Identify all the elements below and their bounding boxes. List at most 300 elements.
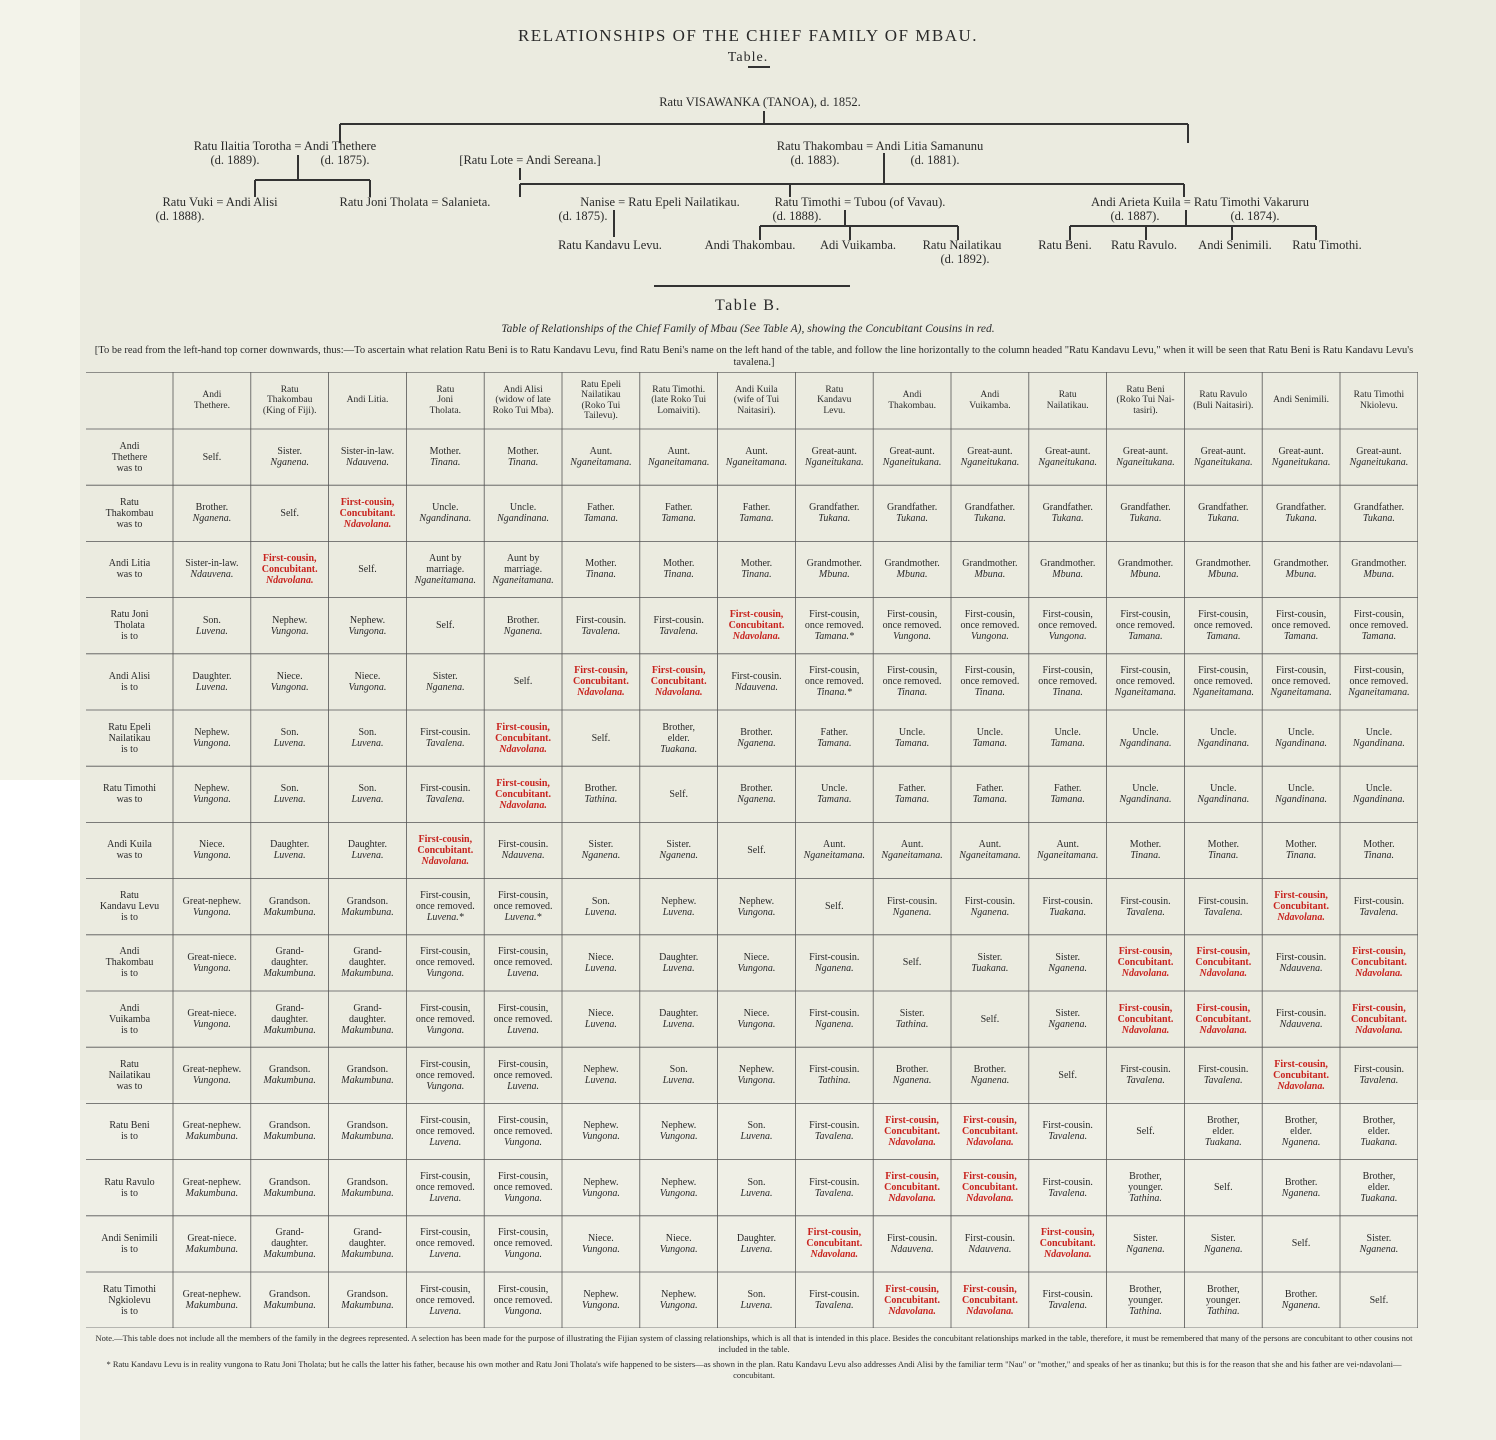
relationship-cell — [562, 710, 640, 766]
relationship-cell — [173, 822, 251, 878]
cell-line: Grandfather. — [1198, 502, 1249, 514]
cell-line: Ndavolana. — [499, 799, 547, 811]
cell-line: Luvena. — [429, 1136, 462, 1148]
relationship-cell — [873, 598, 951, 654]
relationship-cell — [873, 991, 951, 1047]
cell-line: once removed. — [1193, 620, 1253, 632]
cell-line: Uncle. — [432, 502, 459, 514]
relationship-cell — [951, 1047, 1029, 1103]
row-header — [86, 541, 173, 597]
cell-line: Grandfather. — [964, 502, 1016, 514]
cell-line: was to — [116, 1080, 143, 1092]
relationship-cell — [1107, 710, 1185, 766]
cell-line: Nephew. — [661, 1120, 697, 1132]
relationship-cell — [795, 822, 873, 878]
cell-line: Nganena. — [503, 625, 543, 637]
cell-line: Daughter. — [659, 951, 699, 963]
cell-line: Andi — [980, 390, 1000, 400]
cell-line: Ndauvena. — [1279, 962, 1323, 974]
cell-line: younger. — [1128, 1182, 1163, 1194]
cell-line: First-cousin, — [497, 1114, 549, 1126]
cell-line: Vungona. — [192, 906, 231, 918]
cell-line: Uncle. — [1365, 783, 1393, 795]
cell-line: Ndavolana. — [1121, 968, 1170, 980]
row-header — [86, 1103, 173, 1159]
relationship-cell — [1340, 1047, 1418, 1103]
cell-line: Andi — [202, 390, 222, 400]
cell-line: Vungona. — [737, 1019, 776, 1031]
relationship-cell — [329, 429, 407, 485]
relationship-cell — [795, 1047, 873, 1103]
relationship-cell — [1184, 485, 1262, 541]
relationship-cell — [484, 1103, 562, 1159]
cell-line: Luvena. — [351, 850, 384, 862]
cell-line: Thakombau — [105, 957, 154, 969]
cell-line: once removed. — [415, 1069, 475, 1081]
relationship-cell — [329, 1216, 407, 1272]
cell-line: First-cousin, — [497, 1227, 549, 1239]
cell-line: Nkiolevu. — [1360, 400, 1398, 411]
cell-line: Tinana. — [1130, 850, 1161, 862]
cell-line: Tinana. — [1052, 687, 1083, 699]
relationship-cell — [562, 1272, 640, 1328]
cell-line: Nganeitukana. — [960, 457, 1020, 469]
cell-line: daughter. — [349, 1238, 386, 1250]
relationship-cell — [173, 1216, 251, 1272]
cell-line: Naitasiri). — [737, 405, 776, 416]
relationship-cell — [718, 822, 796, 878]
cell-line: Concubitant. — [1273, 901, 1330, 913]
relationship-cell — [951, 935, 1029, 991]
cell-line: Ndavolana. — [577, 687, 625, 699]
cell-line: Tathina. — [1206, 1305, 1240, 1317]
cell-line: Sister. — [1055, 951, 1081, 963]
cell-line: Son. — [591, 895, 610, 907]
cell-line: First-cousin. — [1042, 1120, 1093, 1132]
cell-line: Tamana. — [894, 738, 930, 750]
cell-line: Vungona. — [192, 962, 231, 974]
relationship-cell — [1184, 541, 1262, 597]
cell-line: Grandson. — [269, 895, 311, 907]
cell-line: Vungona. — [348, 625, 387, 637]
relationship-cell-concubitant — [1107, 935, 1185, 991]
cell-line: First-cousin, — [1118, 1002, 1173, 1014]
cell-line: once removed. — [493, 1238, 553, 1250]
cell-line: First-cousin, — [729, 609, 784, 621]
cell-line: First-cousin. — [1042, 1289, 1093, 1301]
cell-line: Nganena. — [425, 681, 465, 693]
cell-line: Mother. — [740, 558, 773, 570]
row-header — [86, 879, 173, 935]
cell-line: Nganena. — [1126, 1243, 1165, 1255]
cell-line: Makumbuna. — [341, 1249, 394, 1261]
cell-line: Nephew. — [661, 1289, 697, 1301]
cell-line: Nganeitukana. — [804, 457, 864, 469]
cell-line: First-cousin, — [963, 1171, 1017, 1183]
tree-date: (d. 1888). — [155, 209, 205, 223]
cell-line: Ndavolana. — [888, 1193, 936, 1205]
cell-line: Mother. — [429, 446, 461, 458]
cell-line: Tavalena. — [1126, 906, 1165, 918]
cell-line: Concubitant. — [961, 1125, 1018, 1137]
cell-line: Ratu Timothi — [102, 783, 157, 795]
cell-line: Ratu Epeli — [108, 721, 151, 733]
cell-line: Tamana. — [972, 738, 1008, 750]
cell-line: Brother. — [506, 614, 540, 626]
row-header — [86, 822, 173, 878]
cell-line: Nganeitamana. — [959, 850, 1021, 862]
column-header — [484, 372, 562, 429]
cell-line: First-cousin, — [1042, 609, 1093, 621]
cell-line: Brother. — [740, 727, 773, 739]
tree-root: Ratu VISAWANKA (TANOA), d. 1852. — [659, 95, 861, 109]
relationship-cell — [1184, 598, 1262, 654]
cell-line: elder. — [1367, 1125, 1390, 1137]
cell-line: Tavalena. — [1359, 906, 1399, 918]
cell-line: Great-aunt. — [811, 446, 857, 458]
relationship-cell — [1262, 1103, 1340, 1159]
tree-couple-timothi: Ratu Timothi = Tubou (of Vavau). — [774, 195, 946, 209]
cell-line: Brother. — [1284, 1176, 1318, 1188]
cell-line: First-cousin. — [1353, 1064, 1405, 1076]
cell-line: First-cousin, — [1196, 946, 1251, 958]
cell-line: Vuikamba — [108, 1013, 151, 1025]
cell-line: once removed. — [804, 676, 864, 688]
cell-line: Makumbuna. — [341, 1131, 394, 1143]
cell-line: First-cousin, — [1040, 1227, 1095, 1239]
relationship-cell — [484, 541, 562, 597]
relationship-cell — [251, 1216, 329, 1272]
relationship-cell — [406, 879, 484, 935]
relationship-cell — [173, 541, 251, 597]
column-header — [406, 372, 484, 429]
cell-line: Luvena. — [429, 1249, 462, 1261]
relationship-cell — [329, 1272, 407, 1328]
relationship-cell — [640, 485, 718, 541]
cell-line: Andi — [119, 440, 140, 452]
relationship-cell-concubitant — [484, 710, 562, 766]
relationship-cell — [718, 654, 796, 710]
cell-line: First-cousin, — [1120, 609, 1171, 621]
relationship-cell — [1184, 1160, 1262, 1216]
cell-line: Concubitant. — [806, 1238, 863, 1250]
relationship-cell — [1029, 710, 1107, 766]
cell-line: Self. — [980, 1013, 1000, 1025]
cell-line: once removed. — [493, 1125, 553, 1137]
cell-line: Thakombau — [105, 507, 154, 519]
cell-line: First-cousin. — [964, 895, 1016, 907]
cell-line: Concubitant. — [339, 507, 396, 519]
cell-line: Luvena. — [584, 906, 617, 918]
cell-line: once removed. — [415, 1013, 475, 1025]
cell-line: Grandfather. — [1120, 502, 1171, 514]
cell-line: Niece. — [587, 1008, 614, 1020]
cell-line: Sister. — [588, 839, 614, 851]
cell-line: Sister. — [1366, 1232, 1392, 1244]
cell-line: Self. — [669, 788, 688, 800]
cell-line: Niece. — [743, 1008, 770, 1020]
cell-line: Brother. — [1284, 1289, 1318, 1301]
cell-line: First-cousin, — [1275, 665, 1327, 677]
tree-couple-lote: [Ratu Lote = Andi Sereana.] — [459, 153, 601, 167]
cell-line: Nganena. — [192, 513, 232, 525]
cell-line: Tavalena. — [1126, 1075, 1165, 1087]
cell-line: Vungona. — [426, 1080, 465, 1092]
relationship-cell — [173, 991, 251, 1047]
cell-line: Ngandinana. — [1275, 738, 1328, 750]
column-header — [640, 372, 718, 429]
cell-line: once removed. — [415, 1182, 475, 1194]
cell-line: Ndavolana. — [966, 1136, 1014, 1148]
relationship-cell — [795, 766, 873, 822]
cell-line: Nganeitukana. — [1271, 457, 1331, 469]
relationship-cell — [251, 879, 329, 935]
cell-line: Nailatikau — [581, 390, 621, 400]
cell-line: Great-aunt. — [1122, 446, 1169, 458]
cell-line: Lomaiviti). — [657, 405, 701, 416]
table-b-caption: Table of Relationships of the Chief Family of Mbau (See Table A), showing the Concubitant Cousins in red. — [501, 323, 995, 335]
cell-line: Tavalena. — [1048, 1300, 1088, 1312]
relationship-cell — [873, 766, 951, 822]
relationship-cell — [1340, 822, 1418, 878]
relationship-cell — [718, 710, 796, 766]
cell-line: once removed. — [960, 620, 1020, 632]
cell-line: Makumbuna. — [263, 1131, 316, 1143]
cell-line: Ndauvena. — [890, 1243, 934, 1255]
cell-line: Mother. — [663, 558, 695, 570]
cell-line: First-cousin, — [497, 1171, 549, 1183]
cell-line: Ndauvena. — [501, 850, 545, 862]
cell-line: Brother, — [1362, 1171, 1396, 1183]
cell-line: Mbuna. — [1285, 569, 1317, 581]
cell-line: Mother. — [1129, 839, 1162, 851]
cell-line: First-cousin. — [886, 1232, 938, 1244]
cell-line: Ngkiolevu — [108, 1294, 151, 1306]
cell-line: is to — [121, 912, 138, 924]
cell-line: Tinana. — [585, 569, 617, 581]
relationship-cell — [718, 1216, 796, 1272]
relationship-cell — [1184, 654, 1262, 710]
relationship-cell — [1107, 485, 1185, 541]
cell-line: Ndauvena. — [345, 457, 390, 469]
cell-line: Tukana. — [1129, 513, 1162, 525]
relationship-cell — [951, 598, 1029, 654]
cell-line: Concubitant. — [1350, 1013, 1407, 1025]
cell-line: Tinana. — [1285, 850, 1317, 862]
cell-line: Self. — [1058, 1069, 1077, 1081]
cell-line: Tukana. — [818, 513, 851, 525]
cell-line: Vungona. — [737, 962, 776, 974]
cell-line: once removed. — [415, 957, 475, 969]
cell-line: Self. — [202, 451, 222, 463]
cell-line: Ngandinana. — [1119, 738, 1172, 750]
relationship-cell — [640, 541, 718, 597]
cell-line: Uncle. — [1054, 727, 1081, 739]
cell-line: Vungona. — [504, 1305, 543, 1317]
cell-line: Tholata — [114, 620, 145, 632]
cell-line: First-cousin, — [1353, 665, 1405, 677]
cell-line: Niece. — [276, 670, 303, 682]
row-header — [86, 710, 173, 766]
relationship-cell — [873, 541, 951, 597]
relationship-cell — [951, 1216, 1029, 1272]
relationship-cell — [173, 485, 251, 541]
cell-line: Tamana. — [739, 513, 774, 525]
cell-line: First-cousin. — [1275, 1008, 1327, 1020]
relationship-cell — [718, 429, 796, 485]
relationship-cell — [1107, 1103, 1185, 1159]
tree-person: Ratu Kandavu Levu. — [558, 238, 662, 252]
cell-line: Concubitant. — [1195, 957, 1252, 969]
cell-line: Tamana. — [1128, 631, 1163, 643]
relationship-cell — [329, 991, 407, 1047]
cell-line: Sister-in-law. — [340, 446, 395, 458]
cell-line: (Buli Naitasiri). — [1193, 400, 1254, 411]
cell-line: is to — [121, 681, 138, 693]
cell-line: First-cousin, — [496, 721, 550, 733]
cell-line: First-cousin. — [1275, 951, 1327, 963]
cell-line: Daughter. — [736, 1232, 777, 1244]
cell-line: Grandson. — [269, 1064, 311, 1076]
relationship-cell — [1107, 429, 1185, 485]
cell-line: Tavalena. — [1048, 1131, 1088, 1143]
relationship-cell — [1029, 1103, 1107, 1159]
cell-line: Tukana. — [973, 513, 1006, 525]
cell-line: once removed. — [493, 1182, 553, 1194]
cell-line: Vungona. — [192, 1075, 231, 1087]
cell-line: Thethere. — [193, 400, 230, 411]
cell-line: Ndavolana. — [888, 1305, 936, 1317]
cell-line: tasiri). — [1133, 405, 1158, 416]
cell-line: Tinana. — [974, 687, 1006, 699]
cell-line: First-cousin, — [1275, 609, 1327, 621]
relationship-cell — [1107, 822, 1185, 878]
cell-line: Ngandinana. — [1197, 738, 1250, 750]
row-header — [86, 429, 173, 485]
column-header — [951, 372, 1029, 429]
relationship-cell — [406, 1103, 484, 1159]
cell-line: Andi Litia — [108, 558, 151, 570]
cell-line: Self. — [747, 844, 766, 856]
cell-line: First-cousin, — [574, 665, 628, 677]
cell-line: Luvena. — [429, 1305, 462, 1317]
relationship-cell — [1107, 1160, 1185, 1216]
cell-line: once removed. — [1038, 676, 1098, 688]
cell-line: First-cousin. — [497, 839, 549, 851]
cell-line: Tamana. — [1050, 794, 1085, 806]
cell-line: Luvena. — [195, 625, 228, 637]
relationship-cell — [951, 485, 1029, 541]
cell-line: First-cousin. — [1198, 895, 1249, 907]
cell-line: First-cousin. — [1042, 1176, 1093, 1188]
tree-couple-kuila: Andi Arieta Kuila = Ratu Timothi Vakaruru — [1091, 195, 1309, 209]
cell-line: Concubitant. — [417, 844, 474, 856]
cell-line: Ndauvena. — [968, 1243, 1012, 1255]
cell-line: First-cousin, — [886, 609, 938, 621]
cell-line: Brother. — [740, 783, 773, 795]
cell-line: Tamana. — [817, 794, 852, 806]
cell-line: once removed. — [493, 901, 553, 913]
cell-line: once removed. — [1349, 676, 1409, 688]
cell-line: Great-aunt. — [1200, 446, 1246, 458]
cell-line: Ngandinana. — [1119, 794, 1172, 806]
cell-line: Brother. — [584, 783, 618, 795]
relationship-cell — [406, 935, 484, 991]
cell-line: Grandfather. — [1042, 502, 1093, 514]
cell-line: Tamana. — [1361, 631, 1397, 643]
cell-line: First-cousin. — [809, 1176, 860, 1188]
relationship-cell — [1340, 879, 1418, 935]
cell-line: Tuakana. — [971, 962, 1009, 974]
relationship-cell — [173, 654, 251, 710]
page-subtitle: Table. — [727, 50, 769, 65]
cell-line: Grand- — [353, 946, 382, 958]
cell-line: Vungona. — [893, 631, 932, 643]
cell-line: Ndavolana. — [421, 855, 470, 867]
column-header — [1029, 372, 1107, 429]
cell-line: Aunt. — [1056, 839, 1079, 851]
cell-line: Tamana. — [583, 513, 619, 525]
relationship-cell-concubitant — [329, 485, 407, 541]
relationship-cell — [484, 1160, 562, 1216]
cell-line: Tinana. — [663, 569, 694, 581]
relationship-cell — [1107, 766, 1185, 822]
relationship-cell — [795, 879, 873, 935]
cell-line: Makumbuna. — [263, 1300, 316, 1312]
cell-line: Vuikamba. — [969, 400, 1011, 411]
tree-couple-vuki: Ratu Vuki = Andi Alisi — [162, 195, 278, 209]
cell-line: Luvena. — [584, 1075, 617, 1087]
cell-line: Great-nephew. — [182, 1120, 242, 1132]
relationship-cell — [795, 429, 873, 485]
relationship-cell-concubitant — [1107, 991, 1185, 1047]
cell-line: Luvena. — [507, 968, 540, 980]
cell-line: Nganeitamana. — [1114, 687, 1177, 699]
relationship-cell — [1029, 654, 1107, 710]
cell-line: Brother, — [1284, 1114, 1318, 1126]
cell-line: Father. — [742, 502, 771, 514]
cell-line: Self. — [435, 620, 455, 632]
cell-line: Tavalena. — [814, 1300, 854, 1312]
cell-line: Nganena. — [1281, 1136, 1321, 1148]
cell-line: Grandson. — [269, 1120, 311, 1132]
relationship-cell — [1184, 1272, 1262, 1328]
cell-line: Tinana. — [896, 687, 928, 699]
relationship-cell — [718, 1047, 796, 1103]
cell-line: Andi Alisi — [108, 670, 151, 682]
cell-line: Grandmother. — [1195, 558, 1251, 570]
cell-line: Nephew. — [583, 1289, 619, 1301]
cell-line: Makumbuna. — [263, 1249, 316, 1261]
cell-line: Grandson. — [346, 1289, 389, 1301]
cell-line: Nganeitamana. — [725, 457, 788, 469]
cell-line: Son. — [358, 783, 377, 795]
relationship-cell — [1107, 1272, 1185, 1328]
relationship-cell — [951, 710, 1029, 766]
relationship-cell — [795, 935, 873, 991]
cell-line: Concubitant. — [728, 620, 785, 632]
relationship-cell — [951, 429, 1029, 485]
cell-line: Andi — [119, 946, 140, 958]
cell-line: First-cousin, — [420, 1058, 471, 1070]
relationship-cell — [173, 1047, 251, 1103]
relationship-cell — [251, 1160, 329, 1216]
cell-line: Ndavolana. — [654, 687, 703, 699]
cell-line: Tathina. — [817, 1075, 851, 1087]
cell-line: daughter. — [271, 1013, 309, 1025]
cell-line: Tinana. — [430, 457, 461, 469]
cell-line: Tamana. — [661, 513, 696, 525]
